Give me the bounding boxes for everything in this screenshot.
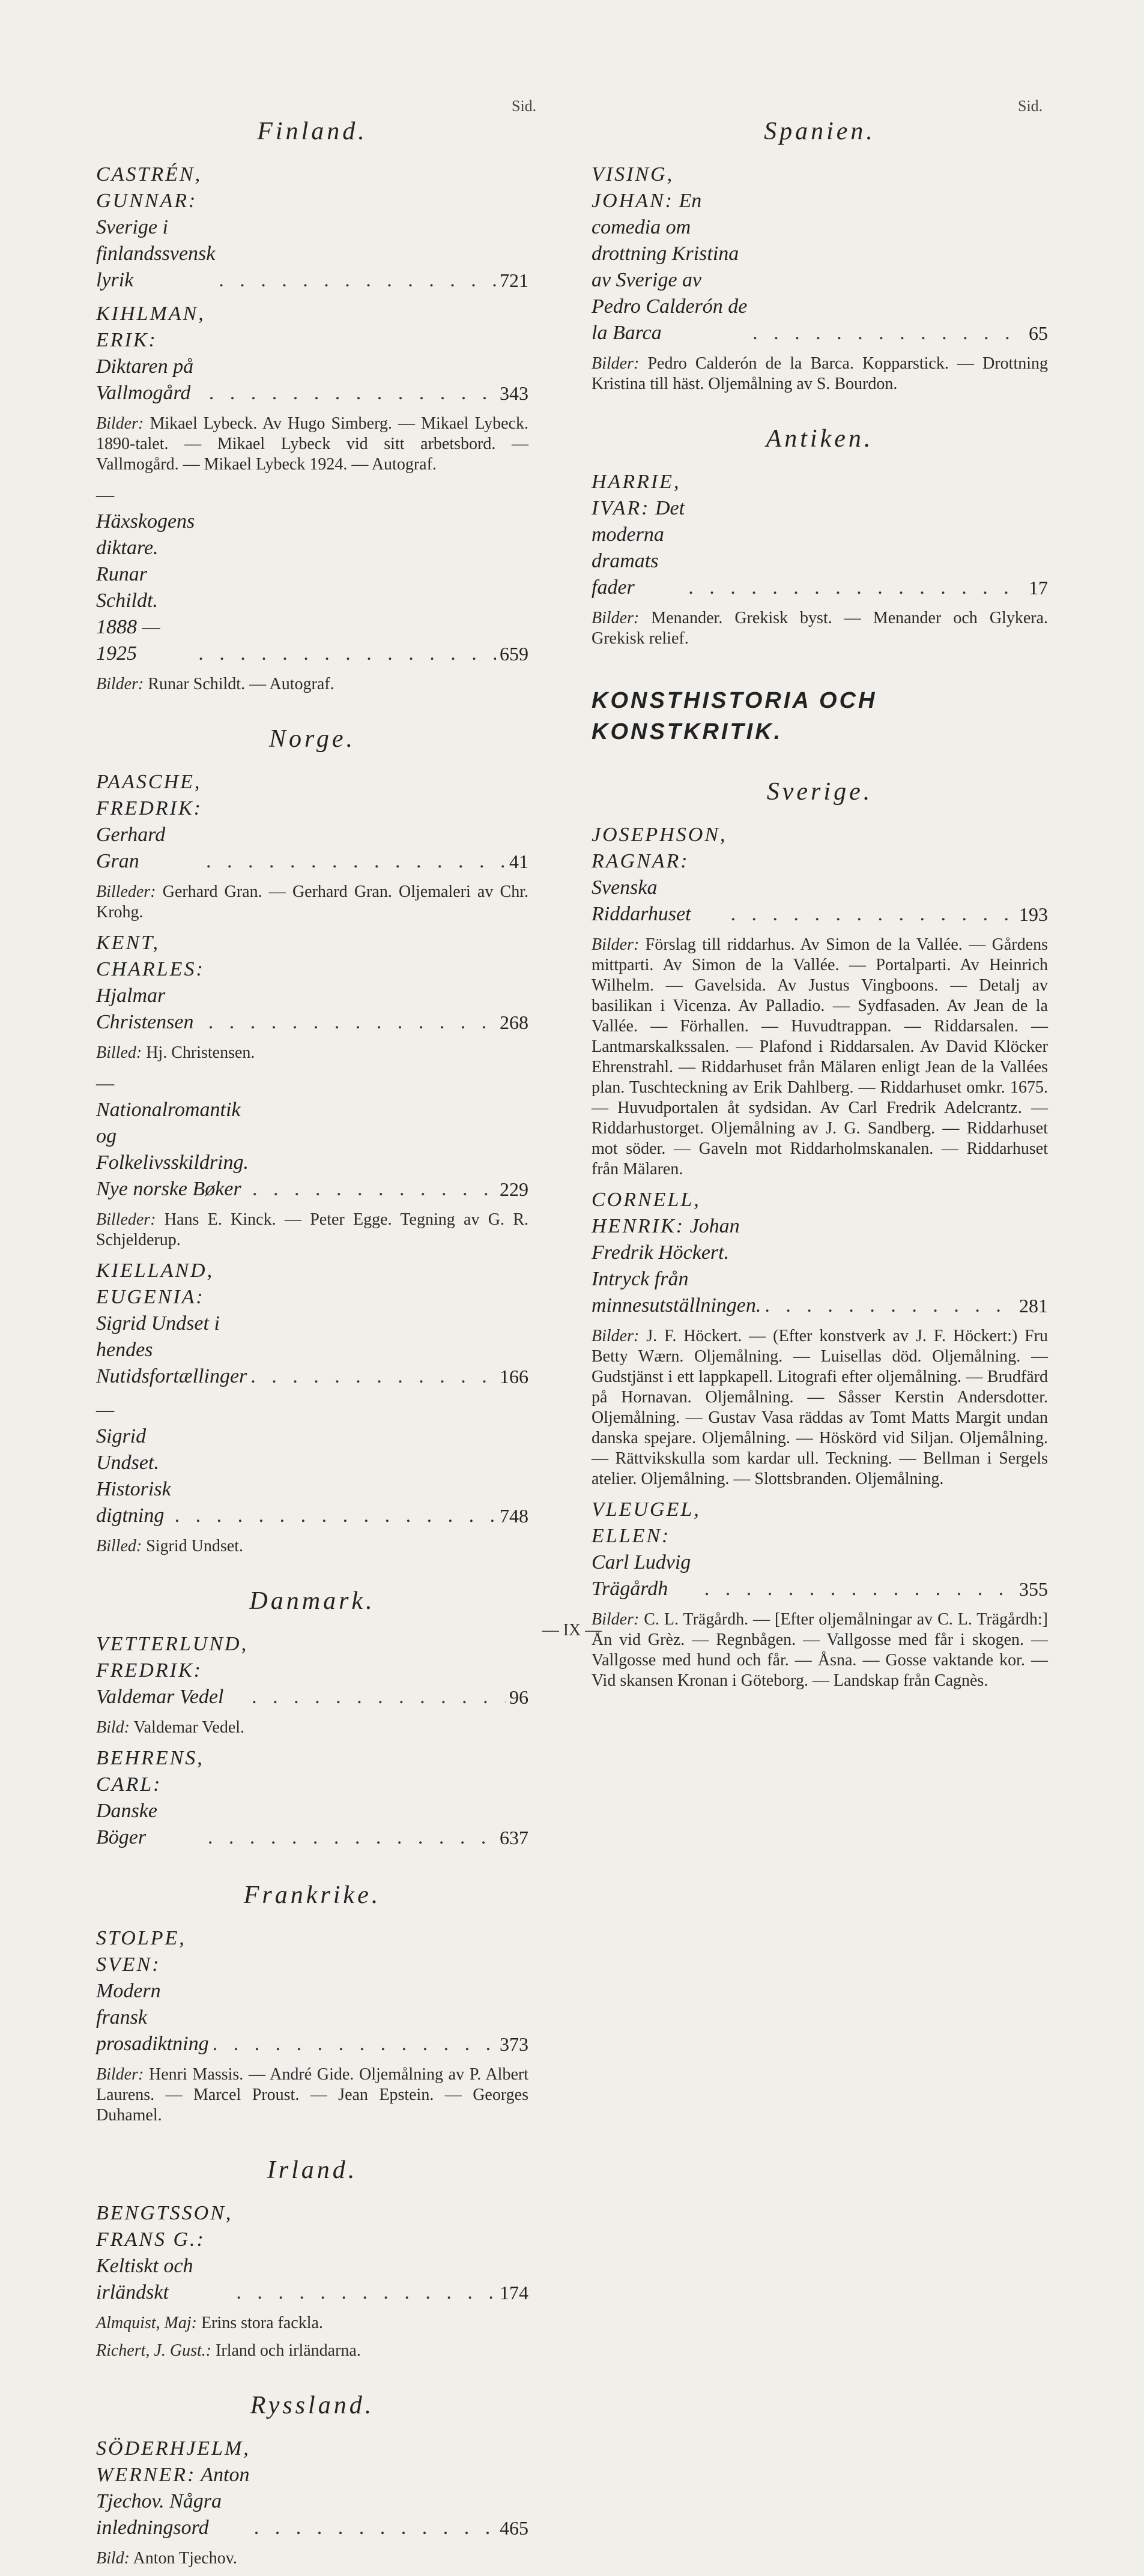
illustrations-text: Gerhard Gran. — Gerhard Gran. Oljemaleri av Chr. Krohg. [96, 882, 528, 922]
section-heading: Frankrike. [243, 1881, 381, 1909]
entry-illustrations [96, 882, 528, 923]
entry-illustrations [592, 608, 1048, 649]
entry-title: Sigrid Undset i hendes Nutidsfortællinger [96, 1312, 247, 1387]
entry-author: — [96, 1072, 117, 1094]
entry-title: Modern fransk prosadiktning [96, 1980, 209, 2055]
entry-illustrations [96, 1718, 528, 1738]
entry-illustrations [592, 935, 1048, 1180]
illustrations-label: Bild: [96, 2549, 130, 2568]
entry-title-line [96, 1925, 528, 2057]
entry-illustrations [96, 2313, 528, 2333]
entry-title-text [592, 1187, 761, 1319]
dot-leader [764, 1293, 1015, 1319]
illustrations-label: Bilder: [592, 609, 640, 627]
entry-title: Diktaren på Vallmogård [96, 355, 194, 404]
dot-leader [704, 1576, 1015, 1602]
dot-leader [752, 320, 1025, 346]
entry-page-number: 166 [500, 1366, 528, 1387]
entry-title-text [96, 1745, 204, 1851]
entry-title-line [96, 930, 528, 1036]
illustrations-label: Bild: [96, 1718, 130, 1737]
bibliography-entry [96, 2200, 528, 2333]
entry-illustrations [592, 354, 1048, 394]
entry-author: CORNELL, HENRIK: [592, 1189, 701, 1237]
entry-title-text [96, 1258, 247, 1390]
illustrations-text: C. L. Trägårdh. — [Efter oljemålningar av C. L. Trägårdh:] Ån vid Grèz. — Regnbågen. — Vallgosse med får i skogen. — Vallgosse med hund och får. — Åsna. — Gosse vaktande kor. — Vid skansen Kronan i Göteborg. — Landskap från Cagnès. [592, 1610, 1048, 1690]
entry-title: Nationalromantik og Folkelivsskildring. Nye norske Bøker [96, 1099, 249, 1200]
bibliography-entry [96, 1258, 528, 1390]
entry-title-text [96, 1397, 171, 1529]
entry-illustrations [592, 1326, 1048, 1489]
entry-title-line [592, 1497, 1048, 1602]
dot-leader [206, 848, 506, 875]
entry-author: SÖDERHJELM, WERNER: [96, 2437, 250, 2486]
section-heading: Norge. [269, 725, 356, 753]
bibliography-entry [96, 1070, 528, 1250]
dot-leader [208, 1824, 496, 1851]
entry-title-line [96, 482, 528, 667]
major-section-heading: KONSTHISTORIA OCH KONSTKRITIK. [592, 688, 877, 744]
entry-illustrations [96, 414, 528, 475]
bibliography-entry [96, 482, 528, 695]
entry-page-number: 229 [500, 1178, 528, 1200]
entry-author: — [96, 1399, 117, 1421]
dot-leader [208, 1009, 496, 1036]
dot-leader [198, 641, 496, 667]
page-number: — IX — [542, 1621, 602, 1639]
illustrations-label: Almquist, Maj: [96, 2314, 197, 2332]
entry-title-line [96, 1258, 528, 1390]
section-heading: Ryssland. [250, 2392, 375, 2419]
entry-title-text [96, 1070, 249, 1202]
entry-title: Sigrid Undset. Historisk digtning [96, 1425, 171, 1527]
illustrations-label: Bilder: [96, 2065, 144, 2084]
section-heading: Danmark. [249, 1587, 375, 1615]
entry-page-number: 637 [500, 1827, 528, 1848]
entry-title-line [96, 1745, 528, 1851]
illustrations-text: Anton Tjechov. [133, 2549, 237, 2568]
dot-leader [250, 1363, 496, 1390]
entry-page-number: 343 [500, 382, 528, 404]
illustrations-label: Billed: [96, 1537, 142, 1555]
entry-title-text [96, 1925, 209, 2057]
bibliography-entry [592, 469, 1048, 649]
illustrations-text: Pedro Calderón de la Barca. Kopparstick. — Drottning Kristina till häst. Oljemålning av S. Bourdon. [592, 354, 1048, 393]
entry-page-number: 721 [500, 270, 528, 291]
entry-author: STOLPE, SVEN: [96, 1927, 186, 1976]
illustrations-text: Valdemar Vedel. [133, 1718, 245, 1737]
entry-title-text [96, 482, 195, 667]
entry-illustrations [96, 2065, 528, 2126]
illustrations-label: Billeder: [96, 1210, 156, 1229]
bibliography-entry [96, 1397, 528, 1557]
illustrations-label: Bilder: [96, 414, 144, 433]
illustrations-label: Richert, J. Gust.: [96, 2341, 212, 2360]
entry-page-number: 41 [509, 851, 528, 872]
entry-page-number: 65 [1029, 322, 1048, 344]
entry-title: Johan Fredrik Höckert. Intryck från minnesutställningen. [592, 1215, 761, 1317]
entry-title-line [96, 2200, 528, 2306]
page-column-header-left: Sid. [512, 97, 537, 115]
bibliography-entry [96, 2341, 528, 2361]
entry-title-text [96, 161, 215, 294]
entry-title-line [96, 769, 528, 875]
entry-title-line [96, 161, 528, 294]
entry-illustrations [96, 1210, 528, 1250]
bibliography-entry [592, 161, 1048, 394]
entry-page-number: 355 [1019, 1578, 1048, 1600]
right-column [592, 84, 1048, 1698]
page-column-header-right: Sid. [1018, 97, 1043, 115]
entry-title: Det moderna dramats fader [592, 497, 685, 599]
entry-author: — [96, 484, 117, 506]
entry-author: BENGTSSON, FRANS G.: [96, 2202, 233, 2251]
bibliography-entry [96, 301, 528, 475]
illustrations-text: Menander. Grekisk byst. — Menander och Glykera. Grekisk relief. [592, 609, 1048, 648]
illustrations-label: Bilder: [592, 1610, 640, 1629]
entry-page-number: 268 [500, 1012, 528, 1033]
entry-title: Häxskogens diktare. Runar Schildt. 1888 —1925 [96, 510, 195, 665]
entry-title: Danske Böger [96, 1800, 157, 1848]
entry-title-line [96, 1397, 528, 1529]
entry-title-line [96, 301, 528, 406]
entry-page-number: 281 [1019, 1295, 1048, 1317]
dot-leader [688, 575, 1025, 601]
dot-leader [730, 901, 1015, 928]
illustrations-text: J. F. Höckert. — (Efter konstverk av J. F. Höckert:) Fru Betty Wærn. Oljemålning. — Luisellas död. Oljemålning. — Gudstjänst i ett lappkapell. Litografi efter oljemålning. — Brudfärd på Hornavan. Oljemålning. — Såsser Kerstin Andersdotter. Oljemålning. — Gustav Vasa räddas av Tomt Matts Margit undan danska spejare. Oljemålning. — Höskörd vid Siljan. Oljemålning. — Rättvikskulla som kardar ull. Teckning. — Bellman i Sergels atelier. Oljemålning. — Slottsbranden. Oljemålning. [592, 1327, 1049, 1488]
entry-author: BEHRENS, CARL: [96, 1747, 204, 1796]
entry-illustrations [96, 2341, 528, 2361]
entry-title-text [96, 1631, 248, 1710]
entry-page-number: 193 [1019, 903, 1048, 925]
entry-title-text [592, 469, 685, 601]
entry-author: HARRIE, IVAR: [592, 471, 681, 519]
entry-title: Anton Tjechov. Några inledningsord [96, 2464, 250, 2539]
entry-illustrations [96, 1043, 528, 1063]
entry-title: Keltiskt och irländskt [96, 2255, 193, 2303]
illustrations-text: Förslag till riddarhus. Av Simon de la Vallée. — Gårdens mittparti. Av Simon de la Vallée. — Portalparti. Av Heinrich Wilhelm. — Gavelsida. Av Justus Vingboons. — Detalj av basilikan i Vicenza. Av Palladio. — Sydfasaden. Av Jean de la Vallée. — Förhallen. — Huvudtrappan. — Riddarsalen. — Lantmarskalkssalen. — Plafond i Riddarsalen. Av David Klöcker Ehrenstrahl. — Riddarhuset från Mälaren enligt Jean de la Vallées plan. Tuschteckning av Erik Dahlberg. — Riddarhuset omkr. 1675. — Huvudportalen åt sydsidan. Av Carl Fredrik Adelcrantz. — Riddarhustorget. Oljemålning av J. G. Sandberg. — Riddarhuset mot söder. — Gaveln mot Riddarholmskanalen. — Riddarhuset från Mälaren. [592, 935, 1049, 1178]
entry-title-line [592, 822, 1048, 928]
bibliography-entry [592, 1497, 1048, 1691]
entry-title-line [96, 2436, 528, 2541]
entry-illustrations [96, 674, 528, 695]
bibliography-entry [96, 1631, 528, 1738]
illustrations-text: Erins stora fackla. [201, 2314, 323, 2332]
dot-leader [252, 1176, 496, 1202]
illustrations-label: Bilder: [592, 935, 640, 954]
entry-page-number: 659 [500, 643, 528, 665]
illustrations-text: Irland och irländarna. [216, 2341, 361, 2360]
entry-title-text [96, 301, 205, 406]
entry-title: Hjalmar Christensen [96, 985, 194, 1033]
illustrations-text: Mikael Lybeck. Av Hugo Simberg. — Mikael Lybeck. 1890-talet. — Mikael Lybeck vid sitt arbetsbord. — Vallmogård. — Mikael Lybeck 1924. — Autograf. [96, 414, 528, 474]
entry-page-number: 465 [500, 2517, 528, 2539]
entry-title: Gerhard Gran [96, 824, 166, 872]
illustrations-label: Billeder: [96, 882, 156, 901]
entry-author: JOSEPHSON, RAGNAR: [592, 824, 727, 872]
section-heading: Spanien. [764, 118, 876, 145]
bibliography-entry [96, 1925, 528, 2126]
entry-author: VETTERLUND, FREDRIK: [96, 1633, 249, 1682]
illustrations-text: Runar Schildt. — Autograf. [148, 675, 334, 693]
bibliography-entry [96, 1745, 528, 1851]
entry-title-text [96, 2436, 250, 2541]
dot-leader [236, 2279, 496, 2306]
illustrations-text: Sigrid Undset. [146, 1537, 243, 1555]
entry-author: CASTRÉN, GUNNAR: [96, 163, 202, 212]
entry-page-number: 373 [500, 2033, 528, 2055]
entry-title-line [592, 469, 1048, 601]
entry-title: Svenska Riddarhuset [592, 876, 691, 925]
entry-author: PAASCHE, FREDRIK: [96, 771, 202, 819]
bibliography-entry [96, 2436, 528, 2569]
entry-author: KIHLMAN, ERIK: [96, 303, 205, 351]
entry-author: KIELLAND, EUGENIA: [96, 1259, 214, 1308]
illustrations-label: Bilder: [592, 354, 640, 373]
section-heading: Sverige. [766, 778, 873, 806]
illustrations-text: Henri Massis. — André Gide. Oljemålning av P. Albert Laurens. — Marcel Proust. — Jean Epstein. — Georges Duhamel. [96, 2065, 528, 2125]
entry-title-line [96, 1070, 528, 1202]
entry-author: VISING, JOHAN: [592, 163, 674, 212]
entry-page-number: 17 [1029, 577, 1048, 599]
illustrations-label: Bilder: [96, 675, 144, 693]
entry-page-number: 748 [500, 1505, 528, 1527]
dot-leader [209, 380, 496, 406]
entry-title-text [96, 2200, 232, 2306]
entry-title-text [592, 1497, 701, 1602]
section-heading: Finland. [257, 118, 368, 145]
entry-title: Valdemar Vedel [96, 1686, 224, 1708]
dot-leader [254, 2515, 496, 2541]
entry-title-line [592, 1187, 1048, 1319]
illustrations-label: Billed: [96, 1043, 142, 1062]
bibliography-entry [592, 822, 1048, 1180]
dot-leader [175, 1503, 496, 1529]
section-heading: Antiken. [766, 425, 874, 453]
bibliography-entry [96, 161, 528, 294]
bibliography-entry [96, 769, 528, 923]
entry-title-line [96, 1631, 528, 1710]
entry-author: VLEUGEL, ELLEN: [592, 1498, 701, 1547]
illustrations-label: Bilder: [592, 1327, 640, 1345]
entry-title-text [592, 822, 727, 928]
entry-author: KENT, CHARLES: [96, 932, 205, 980]
entry-illustrations [96, 1536, 528, 1557]
bibliography-entry [96, 930, 528, 1063]
dot-leader [252, 1684, 506, 1710]
entry-title-line [592, 161, 1048, 346]
entry-title: Carl Ludvig Trägårdh [592, 1551, 691, 1600]
entry-title: En comedia om drottning Kristina av Sverige av Pedro Calderón de la Barca [592, 190, 748, 344]
left-column [96, 84, 528, 2576]
entry-illustrations [96, 2548, 528, 2569]
bibliography-entry [592, 1187, 1048, 1489]
dot-leader [213, 2031, 496, 2057]
entry-page-number: 174 [500, 2282, 528, 2303]
entry-page-number: 96 [509, 1686, 528, 1708]
illustrations-text: Hj. Christensen. [146, 1043, 255, 1062]
section-heading: Irland. [267, 2156, 358, 2184]
entry-title-text [96, 930, 205, 1036]
entry-title-text [96, 769, 202, 875]
entry-title: Sverige i finlandssvensk lyrik [96, 216, 216, 291]
dot-leader [219, 267, 496, 294]
illustrations-text: Hans E. Kinck. — Peter Egge. Tegning av G. R. Schjelderup. [96, 1210, 529, 1249]
entry-title-text [592, 161, 749, 346]
